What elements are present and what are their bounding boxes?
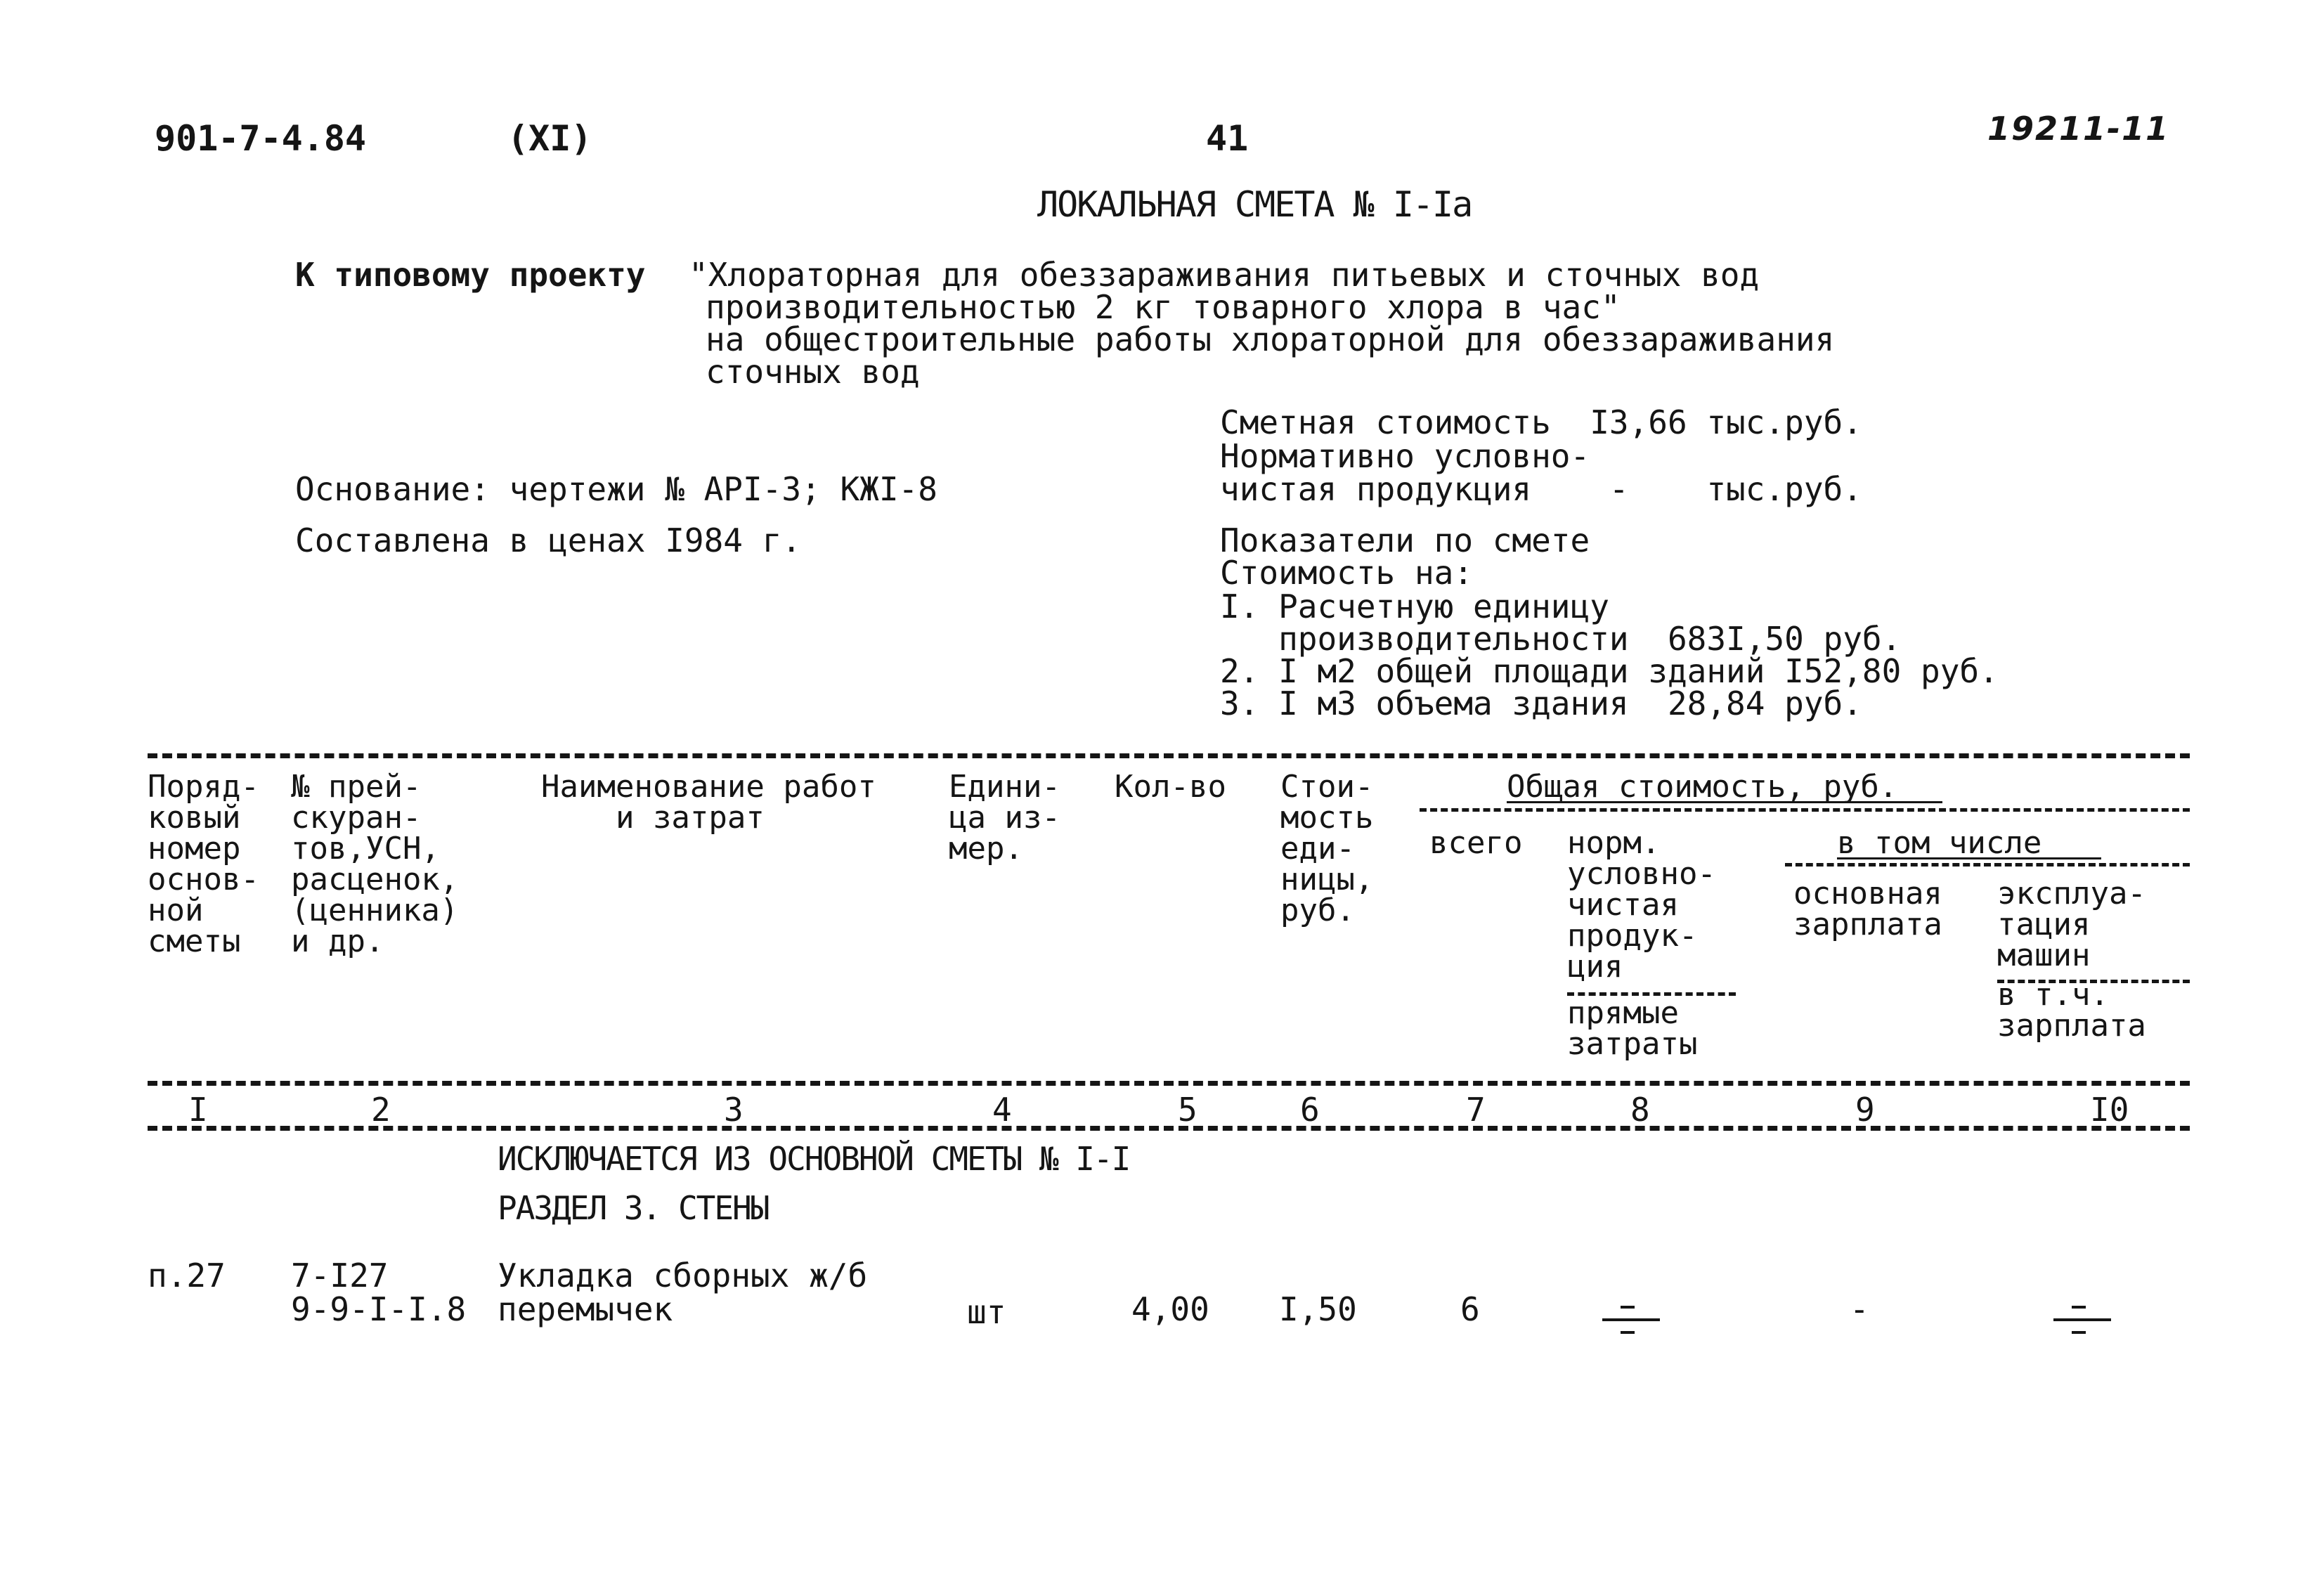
basis-drawings: Основание: чертежи № АРI-3; КЖI-8: [295, 470, 937, 508]
mark-stroke: [2053, 1318, 2111, 1321]
section-title: РАЗДЕЛ 3. СТЕНЫ: [498, 1189, 769, 1227]
row-unit: шт: [967, 1293, 1006, 1331]
net-product-label: Нормативно условно-: [1220, 437, 1590, 475]
header-direct-costs: прямые затраты: [1567, 995, 1698, 1062]
header-work-name: Наименование работ и затрат: [541, 769, 876, 836]
project-scope-line-1: на общестроительные работы хлораторной для обеззараживания: [706, 320, 1835, 358]
project-lead: К типовому проекту: [295, 256, 646, 294]
row-price-reference-2: 9-9-I-I.8: [291, 1290, 467, 1328]
table-top-rule: [148, 753, 2190, 758]
row-base-salary: -: [1850, 1290, 1869, 1328]
header-unit: Едини- ца из- мер.: [949, 769, 1060, 867]
column-number-8: 8: [1630, 1091, 1650, 1129]
estimate-title: ЛОКАЛЬНАЯ СМЕТА № I-Ia: [1037, 184, 1472, 225]
column-number-5: 5: [1178, 1091, 1197, 1129]
volume-number: (XI): [507, 118, 592, 159]
header-machine-salary: в т.ч. зарплата: [1997, 977, 2146, 1044]
row-price-reference-1: 7-I27: [291, 1257, 389, 1294]
row-work-name-1: Укладка сборных ж/б: [498, 1257, 868, 1294]
header-total-cost: Общая стоимость, руб.: [1507, 769, 1898, 805]
total-cost-rule: [1420, 808, 2190, 812]
header-including: в том числе: [1837, 825, 2042, 861]
header-price-reference: № прей- скуран- тов,УСН, расценок, (ценника) и др.: [291, 769, 459, 959]
cost-on-label: Стоимость на:: [1220, 554, 1474, 592]
header-total: всего: [1429, 825, 1523, 861]
column-numbers-top-rule: [148, 1081, 2190, 1086]
column-number-9: 9: [1855, 1091, 1875, 1129]
column-number-10: I0: [2090, 1091, 2129, 1129]
column-number-7: 7: [1466, 1091, 1486, 1129]
total-cost-underline: [1507, 801, 1942, 803]
column-number-2: 2: [371, 1091, 391, 1129]
project-name-line-1: "Хлораторная для обеззараживания питьевых и сточных вод: [689, 256, 1760, 294]
row-total: 6: [1460, 1290, 1480, 1328]
column-number-6: 6: [1300, 1091, 1320, 1129]
indicator-unit-capacity-value: производительности 683I,50 руб.: [1220, 620, 1902, 658]
column-number-1: I: [188, 1091, 208, 1129]
mark-stroke: [2072, 1331, 2086, 1334]
mark-stroke: [2072, 1306, 2086, 1309]
indicators-heading: Показатели по смете: [1220, 521, 1590, 559]
estimated-cost: Сметная стоимость I3,66 тыс.руб.: [1220, 403, 1862, 441]
archive-number: 19211-11: [1987, 110, 2170, 148]
excluded-note: ИСКЛЮЧАЕТСЯ ИЗ ОСНОВНОЙ СМЕТЫ № I-I: [498, 1140, 1130, 1178]
row-unit-cost: I,50: [1279, 1290, 1357, 1328]
mark-stroke: [1602, 1318, 1660, 1321]
row-order-number: п.27: [148, 1257, 226, 1294]
including-underline: [1837, 857, 2101, 859]
indicator-floor-area: 2. I м2 общей площади зданий I52,80 руб.: [1220, 652, 1999, 690]
page-number: 41: [1206, 118, 1249, 159]
header-net-product: норм. условно- чистая продук- ция: [1567, 825, 1716, 985]
including-rule: [1785, 863, 2190, 867]
indicator-unit-capacity: I. Расчетную единицу: [1220, 588, 1609, 625]
mark-stroke: [1621, 1306, 1635, 1309]
header-order-number: Поряд- ковый номер основ- ной сметы: [148, 769, 259, 959]
column-numbers-bottom-rule: [148, 1126, 2190, 1131]
column-number-4: 4: [992, 1091, 1012, 1129]
header-quantity: Кол-во: [1115, 769, 1226, 805]
column-number-3: 3: [724, 1091, 744, 1129]
header-unit-cost: Стои- мость еди- ницы, руб.: [1280, 769, 1374, 928]
indicator-building-volume: 3. I м3 объема здания 28,84 руб.: [1220, 684, 1862, 722]
net-product-value: чистая продукция - тыс.руб.: [1220, 470, 1862, 508]
project-name-line-2: производительностью 2 кг товарного хлора в час": [706, 288, 1621, 326]
mark-stroke: [1621, 1331, 1635, 1334]
header-base-salary: основная зарплата: [1793, 876, 1942, 942]
header-machine-operation: эксплуа- тация машин: [1997, 876, 2146, 973]
document-code: 901-7-4.84: [155, 118, 367, 159]
project-scope-line-2: сточных вод: [706, 353, 920, 391]
row-work-name-2: перемычек: [498, 1290, 673, 1328]
price-level: Составлена в ценах I984 г.: [295, 521, 802, 559]
row-quantity: 4,00: [1131, 1290, 1209, 1328]
